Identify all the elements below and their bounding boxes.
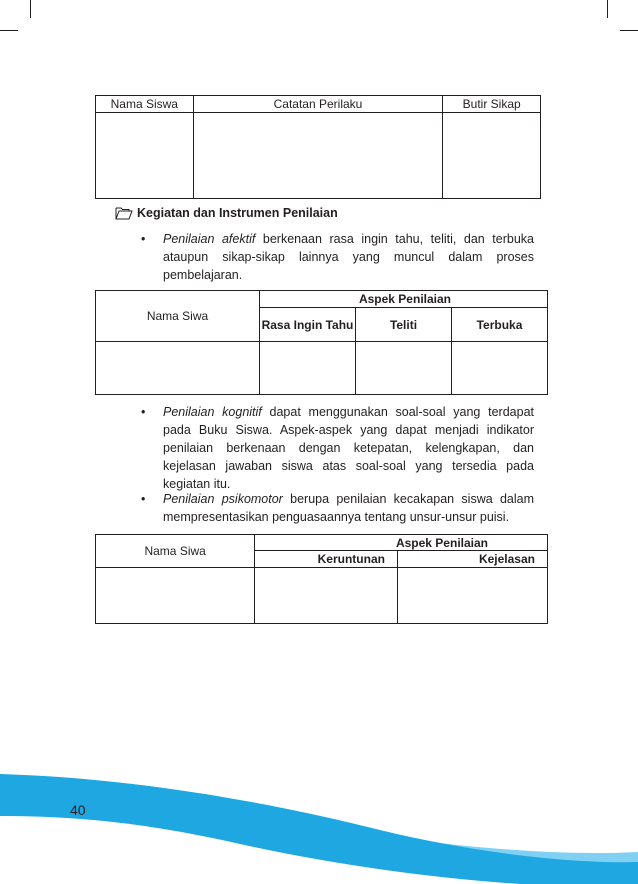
bullet-body: dapat menggunakan soal-soal yang terdapat pada Buku Siswa. Aspek-aspek yang dapat menjadi indikator penilaian berkenaan dengan ketepatan, kelengkapan, dan kejelasan jawaban siswa atas soal-soal yang tersedia pada kegiatan itu.	[163, 405, 534, 491]
col-header-catatan-perilaku: Catatan Perilaku	[193, 96, 443, 113]
col-header-kejelasan: Kejelasan	[397, 551, 547, 568]
empty-cell	[193, 113, 443, 199]
crop-mark	[607, 0, 608, 18]
col-header-nama-siwa: Nama Siwa	[96, 535, 255, 568]
bullet-afektif	[141, 230, 534, 286]
col-header-nama-siswa: Nama Siswa	[96, 96, 194, 113]
folder-outline-icon	[115, 206, 133, 220]
bullet-term: Penilaian afektif	[163, 232, 256, 246]
footer-wave-decoration	[0, 760, 638, 884]
col-header-butir-sikap: Butir Sikap	[443, 96, 541, 113]
bullet-term: Penilaian kognitif	[163, 405, 262, 419]
col-header-terbuka: Terbuka	[452, 308, 548, 342]
empty-cell	[96, 568, 255, 624]
empty-cell	[356, 342, 452, 395]
psychomotor-assessment-table	[95, 534, 548, 624]
group-header-aspek-penilaian: Aspek Penilaian	[260, 291, 548, 308]
crop-mark	[620, 30, 638, 31]
bullet-body: berupa penilaian kecakapan siswa dalam mempresentasikan penguasaannya tentang unsur-unsur puisi.	[163, 492, 535, 524]
col-header-rasa-ingin-tahu: Rasa Ingin Tahu	[260, 308, 356, 342]
section-heading	[115, 206, 338, 220]
col-header-keruntunan: Keruntunan	[255, 551, 398, 568]
empty-cell	[452, 342, 548, 395]
affective-assessment-table	[95, 290, 548, 395]
bullet-dot: •	[141, 492, 146, 506]
bullet-text	[163, 230, 534, 284]
bullet-body: berkenaan rasa ingin tahu, teliti, dan terbuka ataupun sikap-sikap lainnya yang muncul dalam proses pembelajaran.	[163, 232, 534, 282]
bullet-term: Penilaian psikomotor	[163, 492, 283, 506]
bullet-dot: •	[141, 232, 146, 246]
group-header-aspek-penilaian: Aspek Penilaian	[255, 535, 548, 551]
page-number: 40	[70, 802, 86, 818]
behavior-notes-table	[95, 95, 541, 199]
empty-cell	[255, 568, 398, 624]
crop-mark	[0, 30, 18, 31]
empty-cell	[397, 568, 547, 624]
bullet-kognitif	[141, 403, 534, 495]
bullet-psikomotor	[141, 490, 534, 528]
bullet-text	[163, 490, 534, 526]
empty-cell	[260, 342, 356, 395]
bullet-dot: •	[141, 405, 146, 419]
col-header-nama-siwa: Nama Siwa	[96, 291, 260, 342]
empty-cell	[443, 113, 541, 199]
bullet-text	[163, 403, 534, 493]
section-title: Kegiatan dan Instrumen Penilaian	[137, 206, 338, 220]
empty-cell	[96, 342, 260, 395]
col-header-teliti: Teliti	[356, 308, 452, 342]
crop-mark	[30, 0, 31, 18]
empty-cell	[96, 113, 194, 199]
